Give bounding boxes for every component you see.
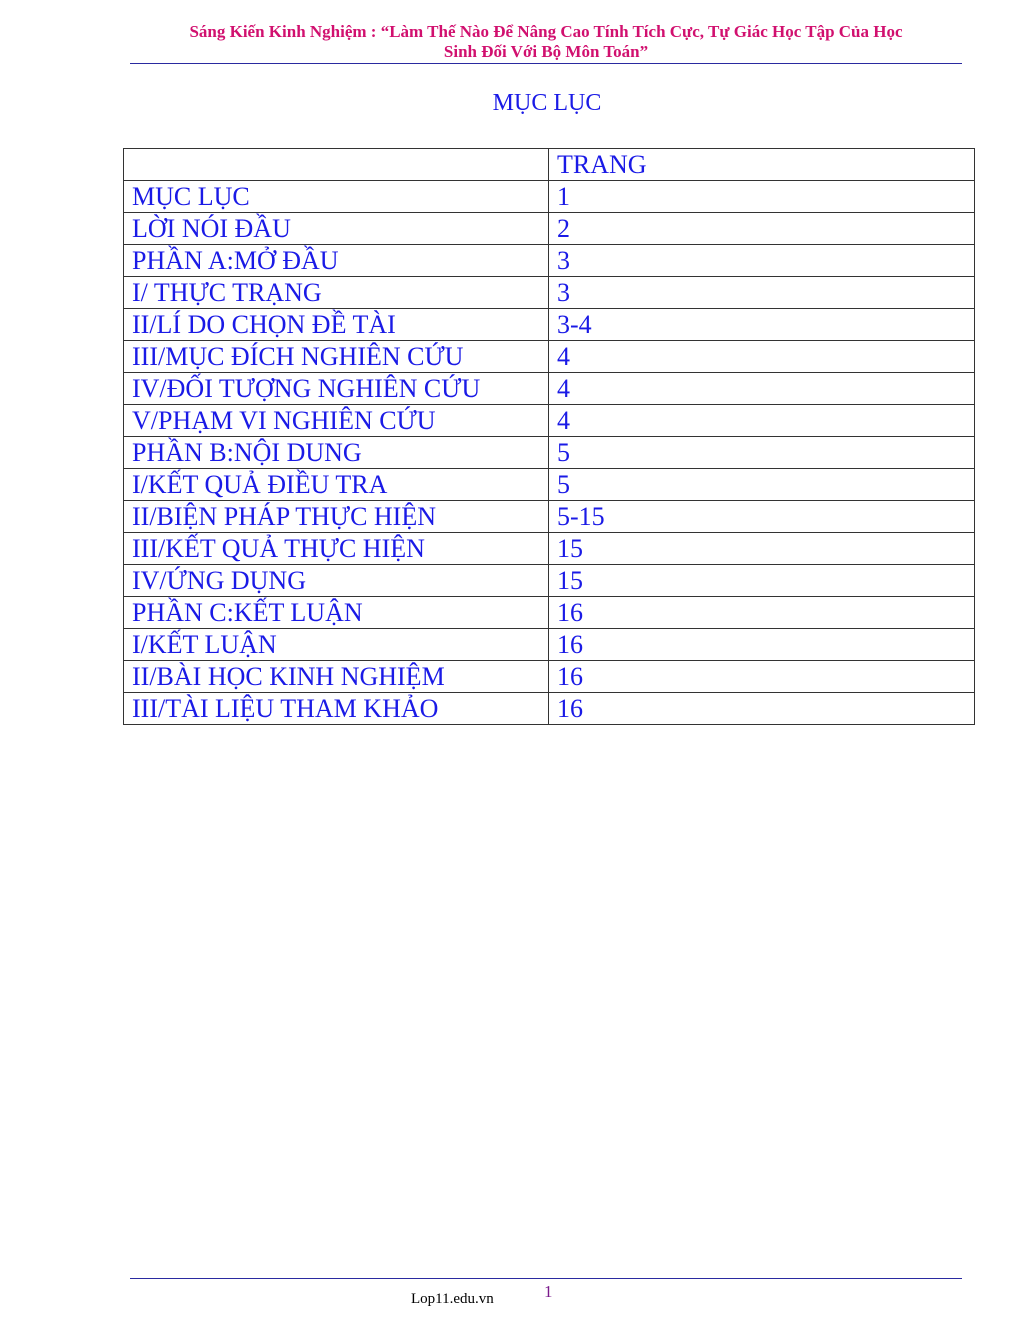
column-header-section — [124, 149, 549, 181]
toc-section-cell: III/KẾT QUẢ THỰC HIỆN — [124, 533, 549, 565]
table-row — [124, 341, 975, 373]
toc-section-cell: PHẦN C:KẾT LUẬN — [124, 597, 549, 629]
toc-page-cell: 15 — [549, 533, 975, 565]
column-header-page: TRANG — [549, 149, 975, 181]
toc-section-cell: I/KẾT LUẬN — [124, 629, 549, 661]
toc-page-cell: 15 — [549, 565, 975, 597]
toc-section-cell: MỤC LỤC — [124, 181, 549, 213]
table-row — [124, 405, 975, 437]
toc-page-cell: 16 — [549, 597, 975, 629]
toc-title: MỤC LỤC — [492, 90, 602, 116]
toc-section-cell: LỜI NÓI ĐẦU — [124, 213, 549, 245]
toc-page-cell: 3 — [549, 277, 975, 309]
toc-section-cell: III/MỤC ĐÍCH NGHIÊN CỨU — [124, 341, 549, 373]
table-row — [124, 565, 975, 597]
toc-section-cell: I/KẾT QUẢ ĐIỀU TRA — [124, 469, 549, 501]
table-row — [124, 597, 975, 629]
toc-page-cell: 3-4 — [549, 309, 975, 341]
footer-site: Lop11.edu.vn — [411, 1291, 494, 1307]
header-divider — [130, 63, 962, 64]
toc-section-cell: IV/ỨNG DỤNG — [124, 565, 549, 597]
toc-section-cell: II/BÀI HỌC KINH NGHIỆM — [124, 661, 549, 693]
table-row — [124, 693, 975, 725]
table-row — [124, 661, 975, 693]
table-row — [124, 277, 975, 309]
toc-page-cell: 16 — [549, 629, 975, 661]
toc-page-cell: 4 — [549, 341, 975, 373]
header-line-1: Sáng Kiến Kinh Nghiệm : “Làm Thế Nào Để Nâng Cao Tính Tích Cực, Tự Giác Học Tập Của Học — [189, 22, 903, 41]
toc-section-cell: III/TÀI LIỆU THAM KHẢO — [124, 693, 549, 725]
toc-section-cell: PHẦN B:NỘI DUNG — [124, 437, 549, 469]
toc-page-cell: 4 — [549, 373, 975, 405]
toc-page-cell: 3 — [549, 245, 975, 277]
toc-page-cell: 2 — [549, 213, 975, 245]
table-row — [124, 181, 975, 213]
table-row — [124, 629, 975, 661]
toc-page-cell: 1 — [549, 181, 975, 213]
toc-page-cell: 5 — [549, 469, 975, 501]
page-header — [130, 22, 962, 62]
toc-section-cell: II/BIỆN PHÁP THỰC HIỆN — [124, 501, 549, 533]
header-line-2: Sinh Đối Với Bộ Môn Toán” — [443, 42, 649, 61]
toc-section-cell: I/ THỰC TRẠNG — [124, 277, 549, 309]
toc-page-cell: 5-15 — [549, 501, 975, 533]
page-number: 1 — [544, 1282, 553, 1301]
table-row — [124, 501, 975, 533]
toc-section-cell: II/LÍ DO CHỌN ĐỀ TÀI — [124, 309, 549, 341]
table-row — [124, 213, 975, 245]
toc-section-cell: V/PHẠM VI NGHIÊN CỨU — [124, 405, 549, 437]
toc-page-cell: 5 — [549, 437, 975, 469]
table-row — [124, 245, 975, 277]
table-header-row — [124, 149, 975, 181]
table-row — [124, 437, 975, 469]
toc-page-cell: 16 — [549, 693, 975, 725]
table-row — [124, 309, 975, 341]
toc-section-cell: IV/ĐỐI TƯỢNG NGHIÊN CỨU — [124, 373, 549, 405]
table-row — [124, 373, 975, 405]
toc-section-cell: PHẦN A:MỞ ĐẦU — [124, 245, 549, 277]
footer-divider — [130, 1278, 962, 1279]
table-row — [124, 533, 975, 565]
table-row — [124, 469, 975, 501]
toc-table — [123, 148, 975, 725]
toc-page-cell: 16 — [549, 661, 975, 693]
toc-page-cell: 4 — [549, 405, 975, 437]
